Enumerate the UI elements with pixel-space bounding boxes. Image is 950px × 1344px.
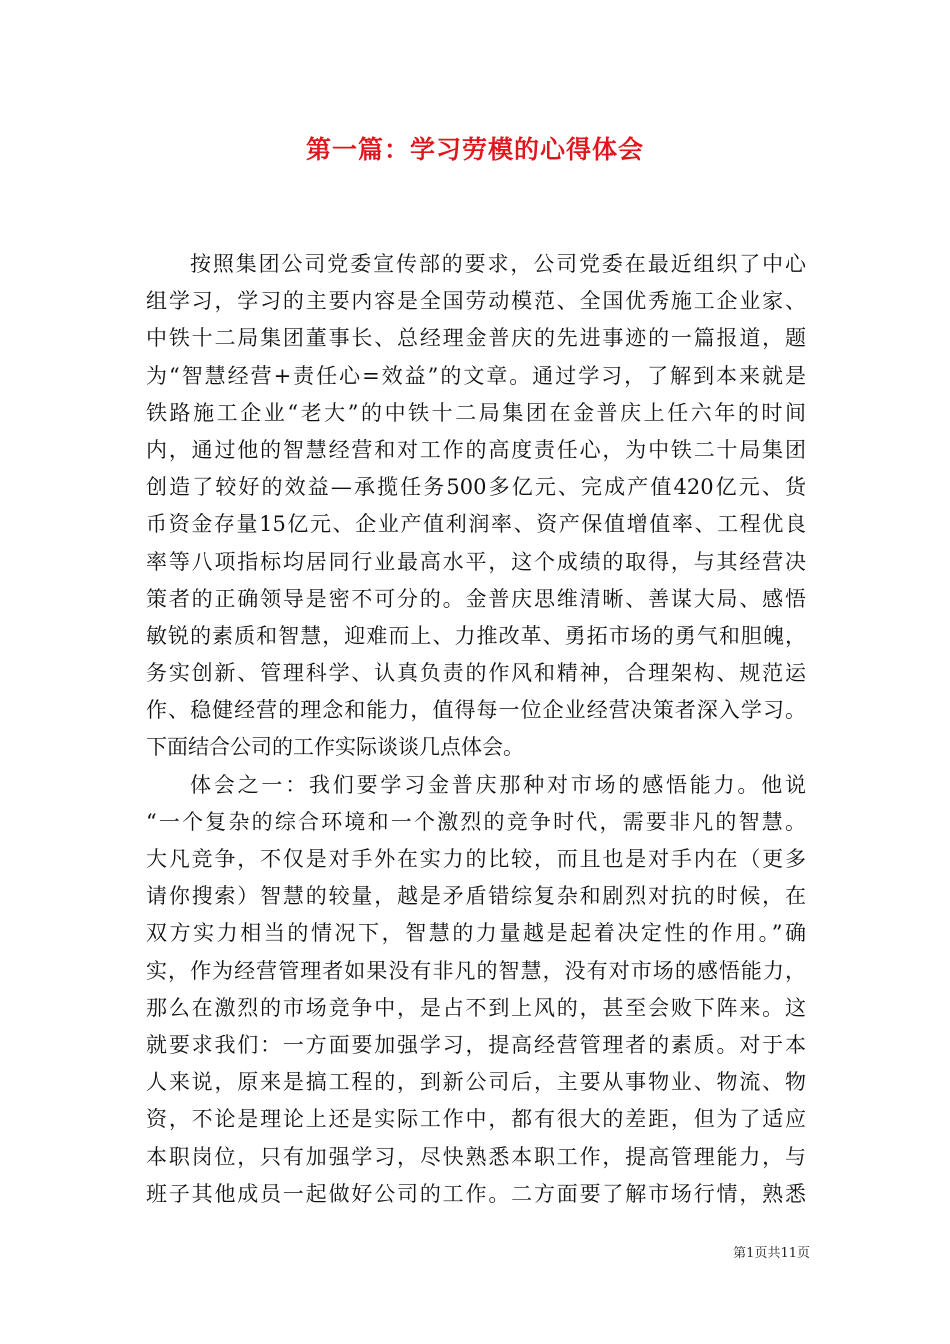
paragraph-line: 资，不论是理论上还是实际工作中，都有很大的差距，但为了适应 [146,1107,806,1132]
paragraph-line: 策者的正确领导是密不可分的。金普庆思维清晰、善谋大局、感悟 [146,586,806,611]
paragraph-line: 按照集团公司党委宣传部的要求，公司党委在最近组织了中心 [190,252,806,276]
paragraph-line: 务实创新、管理科学、认真负责的作风和精神，合理架构、规范运 [146,661,806,686]
paragraph-line: 实，作为经营管理者如果没有非凡的智慧，没有对市场的感悟能力， [146,958,806,983]
paragraph-line: 铁路施工企业“老大”的中铁十二局集团在金普庆上任六年的时间 [146,400,806,425]
paragraph-line: 中铁十二局集团董事长、总经理金普庆的先进事迹的一篇报道，题 [146,326,806,351]
paragraph-line: 大凡竞争，不仅是对手外在实力的比较，而且也是对手内在（更多 [146,847,806,871]
paragraph-line: 率等八项指标均居同行业最高水平，这个成绩的取得，与其经营决 [146,549,806,574]
paragraph-line: 就要求我们：一方面要加强学习，提高经营管理者的素质。对于本 [146,1032,806,1057]
paragraph-line: 敏锐的素质和智慧，迎难而上、力推改革、勇拓市场的勇气和胆魄， [146,623,806,648]
paragraph-line: 双方实力相当的情况下，智慧的力量越是起着决定性的作用。”确 [146,921,806,946]
paragraph-1 [146,246,806,767]
paragraph-line: 作、稳健经营的理念和能力，值得每一位企业经营决策者深入学习。 [146,698,806,723]
paragraph-line: 体会之一：我们要学习金普庆那种对市场的感悟能力。他说 [190,772,806,797]
paragraph-line: 下面结合公司的工作实际谈谈几点体会。 [146,735,524,760]
paragraph-line: 班子其他成员一起做好公司的工作。二方面要了解市场行情，熟悉 [146,1181,806,1206]
paragraph-line: 组学习，学习的主要内容是全国劳动模范、全国优秀施工企业家、 [146,289,806,314]
paragraph-line: “一个复杂的综合环境和一个激烈的竞争时代，需要非凡的智慧。 [146,809,806,834]
paragraph-line: 币资金存量15亿元、企业产值利润率、资产保值增值率、工程优良 [146,512,806,537]
paragraph-line: 为“智慧经营+责任心=效益”的文章。通过学习，了解到本来就是 [146,363,806,388]
paragraph-2 [146,767,806,1213]
document-title: 第一篇：学习劳模的心得体会 [305,135,644,164]
paragraph-line: 创造了较好的效益—承揽任务500多亿元、完成产值420亿元、货 [146,475,806,500]
page-number: 第1页共11页 [733,1246,810,1261]
paragraph-line: 内，通过他的智慧经营和对工作的高度责任心，为中铁二十局集团 [146,437,806,462]
paragraph-line: 那么在激烈的市场竞争中，是占不到上风的，甚至会败下阵来。这 [146,995,806,1020]
document-body [146,246,806,1213]
paragraph-line: 本职岗位，只有加强学习，尽快熟悉本职工作，提高管理能力，与 [146,1144,806,1169]
paragraph-line: 请你搜索）智慧的较量，越是矛盾错综复杂和剧烈对抗的时候，在 [146,884,806,909]
paragraph-line: 人来说，原来是搞工程的，到新公司后，主要从事物业、物流、物 [146,1070,806,1095]
